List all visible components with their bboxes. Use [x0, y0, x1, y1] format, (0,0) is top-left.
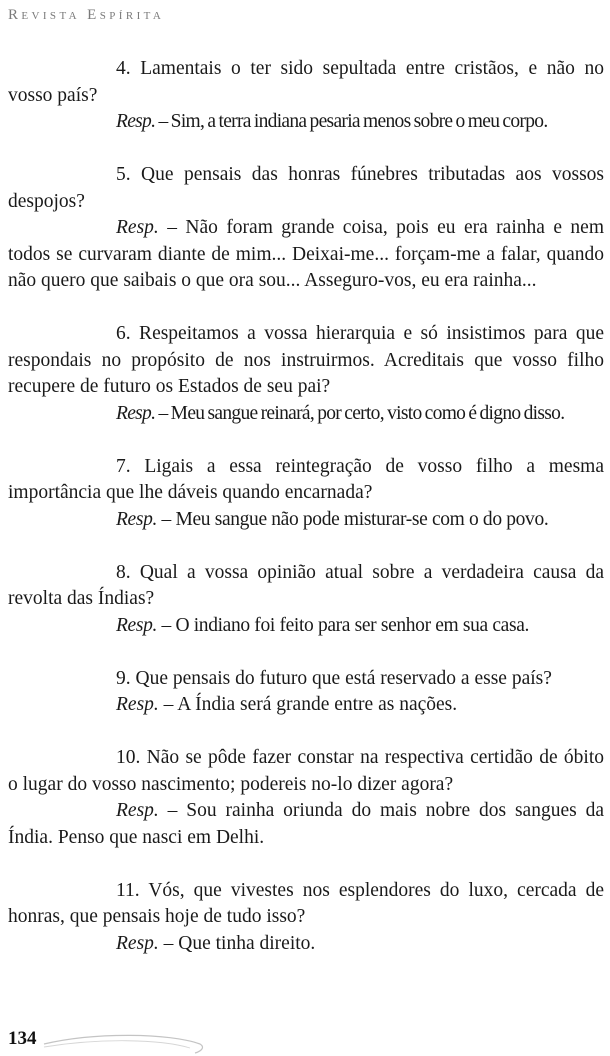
question-8: 8. Qual a vossa opinião atual sobre a verdadeira causa da revolta das Índias? [8, 561, 604, 609]
question-9: 9. Que pensais do futuro que está reservado a esse país? [116, 667, 552, 689]
qa-item-6 [8, 321, 604, 427]
qa-item-7 [8, 454, 604, 534]
answer-text: – O indiano foi feito para ser senhor em sua casa. [157, 614, 530, 636]
qa-item-11 [8, 878, 604, 958]
resp-label: Resp. [116, 694, 159, 715]
question-10: 10. Não se pôde fazer constar na respectiva certidão de óbito o lugar do vosso nascimento; podereis no-lo dizer agora? [8, 747, 604, 795]
answer-6 [8, 401, 604, 428]
question-11: 11. Vós, que vivestes nos esplendores do luxo, cercada de honras, que pensais hoje de tudo isso? [8, 879, 604, 927]
resp-label: Resp. [116, 217, 159, 238]
qa-item-8 [8, 560, 604, 640]
running-header: Revista Espírita [8, 7, 165, 23]
answer-text: – Não foram grande coisa, pois eu era rainha e nem todos se curvaram diante de mim... Deixai-me... forçam-me a falar, quando não quero que saibais o que ora sou... Asseguro-vos, eu era rainha... [8, 217, 604, 291]
page-body [8, 56, 604, 984]
answer-4 [8, 109, 604, 136]
resp-label: Resp. [116, 402, 156, 424]
resp-label: Resp. [116, 111, 156, 132]
question-5: 5. Que pensais das honras fúnebres tributadas aos vossos despojos? [8, 164, 604, 212]
resp-label: Resp. [116, 932, 159, 954]
answer-10 [8, 798, 604, 851]
answer-7 [8, 507, 604, 534]
question-4: 4. Lamentais o ter sido sepultada entre cristãos, e não no vosso país? [8, 58, 604, 106]
resp-label: Resp. [116, 508, 158, 530]
answer-text: – Sim, a terra indiana pesaria menos sobre o meu corpo. [155, 111, 548, 132]
qa-item-10 [8, 745, 604, 851]
answer-text: – Meu sangue reinará, por certo, visto como é digno disso. [155, 402, 565, 424]
question-6: 6. Respeitamos a vossa hierarquia e só insistimos para que respondais no propósito de nos instruirmos. Acreditais que vosso filho recupere de futuro os Estados de seu pai? [8, 323, 604, 397]
resp-label: Resp. [116, 800, 159, 821]
answer-9 [8, 692, 604, 719]
question-7: 7. Ligais a essa reintegração de vosso filho a mesma importância que lhe dáveis quando encarnada? [8, 455, 604, 503]
answer-text: – Sou rainha oriunda do mais nobre dos sangues da Índia. Penso que nasci em Delhi. [8, 800, 604, 848]
qa-item-5 [8, 162, 604, 295]
answer-8 [8, 613, 604, 640]
qa-item-9 [8, 666, 604, 719]
answer-text: – Meu sangue não pode misturar-se com o do povo. [157, 508, 549, 530]
answer-text: – A Índia será grande entre as nações. [158, 694, 458, 715]
qa-item-4 [8, 56, 604, 136]
page-number: 134 [8, 1028, 37, 1049]
resp-label: Resp. [116, 614, 158, 636]
answer-5 [8, 215, 604, 295]
answer-11 [8, 931, 604, 958]
answer-text: – Que tinha direito. [158, 932, 316, 954]
